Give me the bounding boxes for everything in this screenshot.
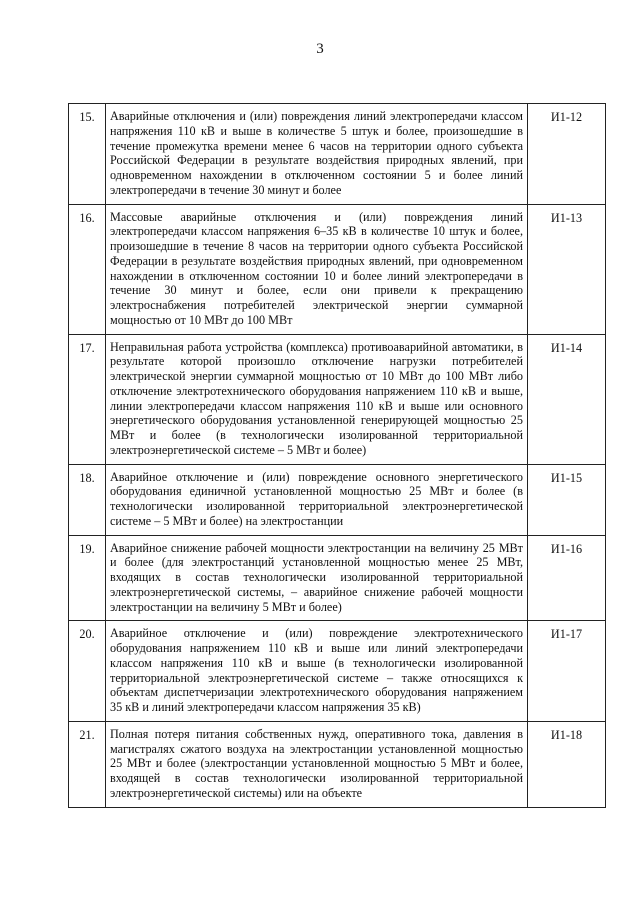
row-number: 19. — [69, 535, 106, 621]
incident-classification-table — [68, 103, 606, 808]
row-code: И1-13 — [528, 204, 606, 334]
row-code: И1-16 — [528, 535, 606, 621]
row-description: Аварийное отключение и (или) повреждение основного энергетического оборудования единичной установленной мощностью 25 МВт и более (в технологически изолированной территориальной электроэнергетической системе – 5 МВт и более) на электростанции — [106, 464, 528, 535]
table-row — [69, 621, 606, 722]
table-row — [69, 535, 606, 621]
row-description: Аварийное снижение рабочей мощности электростанции на величину 25 МВт и более (для электростанций установленной мощностью менее 25 МВт, входящих в состав технологически изолированной территориальной электроэнергетической системы, – аварийное снижение рабочей мощности электростанции на величину 5 МВт и более) — [106, 535, 528, 621]
table-row — [69, 204, 606, 334]
table-row — [69, 721, 606, 807]
row-number: 21. — [69, 721, 106, 807]
row-number: 16. — [69, 204, 106, 334]
row-code: И1-17 — [528, 621, 606, 722]
row-number: 17. — [69, 334, 106, 464]
row-code: И1-15 — [528, 464, 606, 535]
table-row — [69, 464, 606, 535]
row-number: 20. — [69, 621, 106, 722]
row-code: И1-12 — [528, 104, 606, 205]
row-description: Неправильная работа устройства (комплекса) противоаварийной автоматики, в результате которой произошло отключение нагрузки потребителей электрической энергии суммарной мощностью от 10 МВт до 100 МВт либо отключение электротехнического оборудования напряжением 110 кВ и выше, линии электропередачи классом напряжения 110 кВ и выше или основного энергетического оборудования установленной генерирующей мощностью 25 МВт и более (в технологически изолированной территориальной электроэнергетической системе – 5 МВт и более) — [106, 334, 528, 464]
row-number: 18. — [69, 464, 106, 535]
row-code: И1-14 — [528, 334, 606, 464]
row-description: Аварийное отключение и (или) повреждение электротехнического оборудования напряжением 110 кВ и выше или линий электропередачи классом напряжения 110 кВ и выше (в технологически изолированной территориальной электроэнергетической системе – также относящихся к объектам диспетчеризации электротехнического оборудования напряжением 35 кВ и линий электропередачи классом напряжения 35 кВ) — [106, 621, 528, 722]
row-number: 15. — [69, 104, 106, 205]
row-code: И1-18 — [528, 721, 606, 807]
table-row — [69, 104, 606, 205]
table-row — [69, 334, 606, 464]
row-description: Полная потеря питания собственных нужд, оперативного тока, давления в магистралях сжатого воздуха на электростанции установленной мощностью 25 МВт и более (электростанции установленной мощностью 5 МВт и более, входящей в состав технологически изолированной территориальной электроэнергетической системы) или на объекте — [106, 721, 528, 807]
row-description: Аварийные отключения и (или) повреждения линий электропередачи классом напряжения 110 кВ и выше в количестве 5 штук и более, произошедшие в течение промежутка времени менее 6 часов на территории одного субъекта Российской Федерации в результате воздействия природных явлений, при одновременном нахождении в отключенном состоянии 5 и более линий электропередачи в течение 30 минут и более — [106, 104, 528, 205]
page-number: 3 — [316, 41, 324, 57]
row-description: Массовые аварийные отключения и (или) повреждения линий электропередачи классом напряжения 6–35 кВ в количестве 10 штук и более, произошедшие в течение 8 часов на территории одного субъекта Российской Федерации в результате воздействия природных явлений, при одновременном нахождении в отключенном состоянии 10 и более линий электропередачи в течение 30 минут и более, если они привели к прекращению электроснабжения потребителей электрической энергии суммарной мощностью от 10 МВт до 100 МВт — [106, 204, 528, 334]
